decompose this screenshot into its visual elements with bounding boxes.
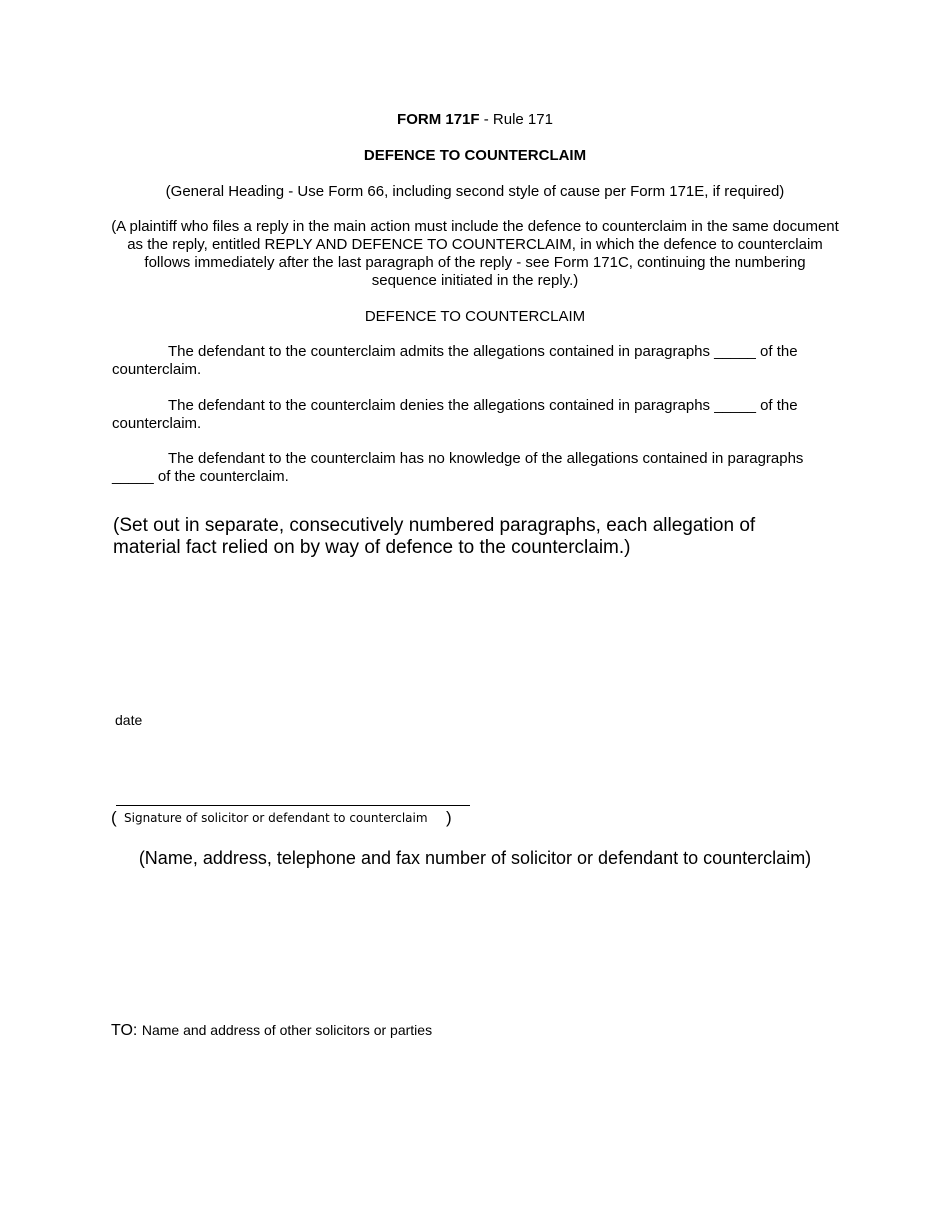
to-label: TO:	[111, 1022, 142, 1039]
general-heading-note: (General Heading - Use Form 66, including second style of cause per Form 171E, if required)	[165, 183, 785, 200]
denies-paragraph: The defendant to the counterclaim denies the allegations contained in paragraphs _____ of the counterclaim.	[112, 397, 798, 432]
to-line	[111, 1022, 432, 1040]
allegations-instruction: (Set out in separate, consecutively numbered paragraphs, each allegation of material fact relied on by way of defence to the counterclaim.)	[113, 515, 756, 558]
signature-close-paren: )	[446, 808, 452, 827]
signature-caption: Signature of solicitor or defendant to counterclaim	[124, 811, 428, 825]
name-address-note: (Name, address, telephone and fax number of solicitor or defendant to counterclaim)	[138, 848, 812, 868]
rule-reference: - Rule 171	[479, 111, 553, 128]
document-title: DEFENCE TO COUNTERCLAIM	[363, 147, 587, 164]
admits-paragraph: The defendant to the counterclaim admits the allegations contained in paragraphs _____ of the counterclaim.	[112, 343, 798, 378]
signature-open-paren: (	[111, 808, 117, 827]
section-title: DEFENCE TO COUNTERCLAIM	[364, 308, 586, 325]
form-number: FORM 171F	[397, 111, 480, 128]
date-label: date	[115, 712, 143, 728]
form-number-heading	[0, 111, 950, 129]
to-text: Name and address of other solicitors or parties	[141, 1022, 433, 1038]
reply-instruction-note: (A plaintiff who files a reply in the main action must include the defence to counterclaim in the same document as the reply, entitled REPLY AND DEFENCE TO COUNTERCLAIM, in which the defence to counterclaim follows immediately after the last paragraph of the reply - see Form 171C, continuing the numbering sequence initiated in the reply.)	[111, 218, 839, 289]
signature-line	[116, 805, 470, 806]
no-knowledge-paragraph: The defendant to the counterclaim has no knowledge of the allegations contained in paragraphs _____ of the counterclaim.	[112, 450, 804, 485]
